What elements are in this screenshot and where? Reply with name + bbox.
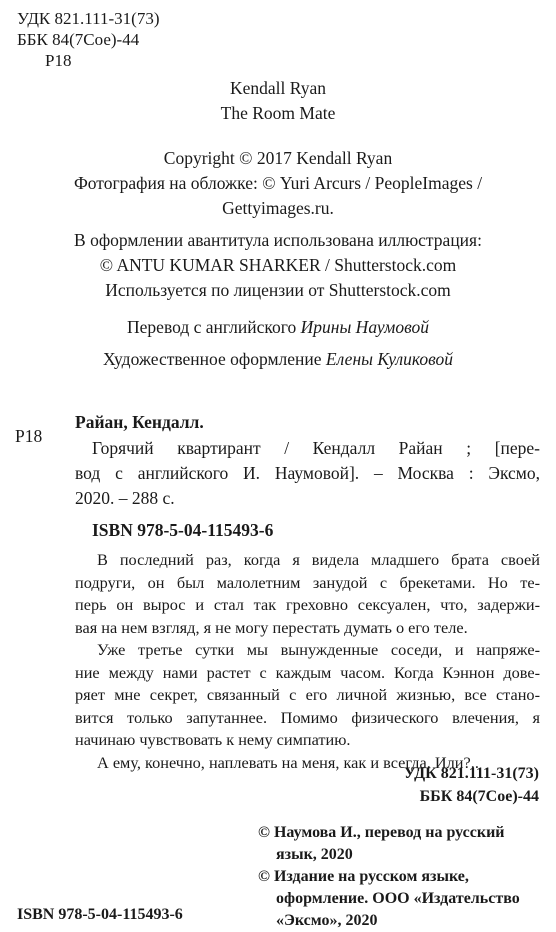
original-title: The Room Mate (220, 103, 336, 123)
edition-copyright: © Издание на русском языке, (258, 868, 469, 885)
annotation-line: ряет мне секрет, связанный с его личной жизнью, все стано- (75, 685, 540, 704)
edition-copyright-end: «Эксмо», 2020 (276, 912, 378, 929)
udk-code: УДК 821.111-31(73) (17, 9, 160, 28)
footer-bbk: ББК 84(7Сое)-44 (419, 788, 539, 805)
illustration-credit: © ANTU KUMAR SHARKER / Shutterstock.com (99, 255, 457, 275)
footer-udk: УДК 821.111-31(73) (404, 765, 539, 782)
bib-author-mark: Р18 (15, 426, 43, 446)
author-mark: Р18 (45, 51, 72, 70)
annotation-line: В последний раз, когда я видела младшего брата своей (97, 550, 540, 569)
annotation-line: подруги, он был малолетним занудой с брекетами. Но те- (75, 572, 540, 592)
bib-line-1: Горячий квартирант / Кендалл Райан ; [пере- (92, 438, 540, 458)
bib-line-3: 2020. – 288 с. (75, 488, 175, 508)
annotation-paragraph (75, 639, 540, 752)
annotation-line: ние между нами растет с каждым часом. Когда Кэннон дове- (75, 662, 540, 682)
annotation-line: перь он вырос и стал так греховно сексуален, что, задержи- (75, 595, 540, 614)
bib-line-2: вод с английского И. Наумовой]. – Москва : Эксмо, (75, 463, 540, 483)
illustration-note: В оформлении авантитула использована иллюстрация: (74, 230, 482, 250)
original-author: Kendall Ryan (229, 78, 326, 98)
bbk-code: ББК 84(7Сое)-44 (17, 30, 140, 49)
footer-isbn: ISBN 978-5-04-115493-6 (17, 906, 183, 923)
annotation-line: вая на нем взгляд, я не могу перестать думать о его теле. (75, 617, 468, 637)
design-prefix: Художественное оформление (102, 349, 322, 369)
translation-prefix: Перевод с английского (127, 317, 297, 337)
annotation-paragraph (75, 549, 540, 639)
annotation (75, 549, 540, 774)
cover-photo-credit: Фотография на обложке: © Yuri Arcurs / PeopleImages / (73, 173, 483, 193)
design-credit (0, 347, 556, 372)
annotation-line: вится только запутаннее. Помимо физического влечения, я (75, 707, 540, 727)
translator-name: Ирины Наумовой (300, 317, 429, 337)
copyright-line: Copyright © 2017 Kendall Ryan (163, 148, 393, 168)
bib-heading: Райан, Кендалл. (75, 412, 204, 432)
translation-copyright-cont: язык, 2020 (276, 846, 353, 863)
license-note: Используется по лицензии от Shutterstock.com (105, 280, 451, 300)
copyright-notices (258, 822, 548, 932)
translation-credit (0, 315, 556, 340)
annotation-line: А ему, конечно, наплевать на меня, как и всегда. Или?.. (97, 752, 479, 772)
bib-isbn: ISBN 978-5-04-115493-6 (92, 520, 274, 540)
annotation-line: Уже третье сутки мы вынужденные соседи, и напряже- (97, 640, 540, 659)
edition-copyright-cont: оформление. ООО «Издательство (276, 890, 520, 907)
translation-copyright: © Наумова И., перевод на русский (258, 824, 505, 841)
cover-photo-source: Gettyimages.ru. (222, 198, 334, 218)
annotation-line: начинаю чувствовать к нему симпатию. (75, 730, 351, 749)
designer-name: Елены Куликовой (325, 349, 454, 369)
